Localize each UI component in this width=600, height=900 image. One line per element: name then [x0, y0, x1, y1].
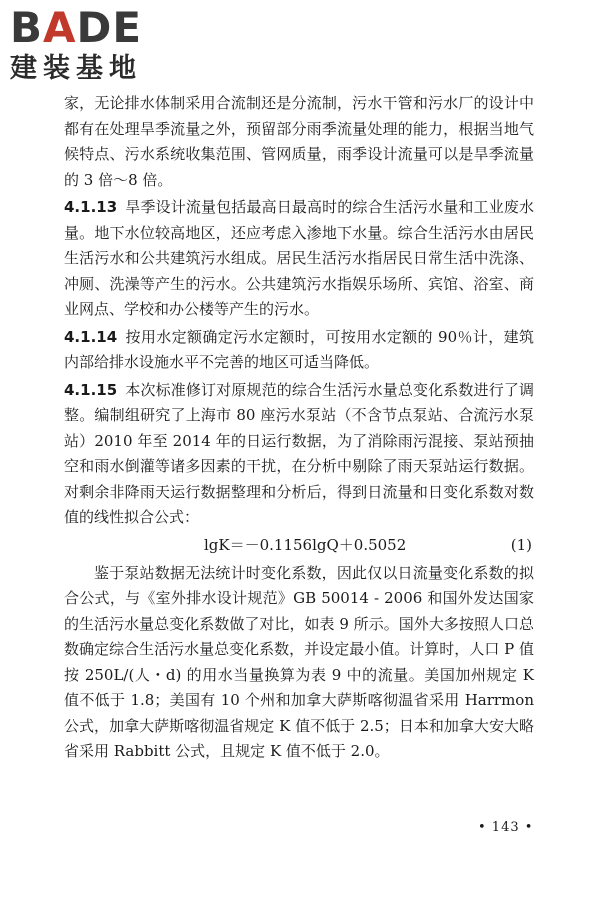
clause-number: 4.1.15 — [64, 380, 118, 399]
page-number: • 143 • — [478, 820, 534, 835]
logo-subtitle: 建装基地 — [10, 53, 142, 84]
clause-text: 按用水定额确定污水定额时，可按用水定额的 90％计，建筑内部给排水设施水平不完善的地区可适当降低。 — [64, 327, 534, 371]
formula-number: (1) — [510, 535, 532, 554]
paragraph-continued: 家，无论排水体制采用合流制还是分流制，污水干管和污水厂的设计中都有在处理旱季流量之外，预留部分雨季流量处理的能力，根据当地气候特点、污水系统收集范围、管网质量，雨季设计流量可以是旱季流量的 3 倍～8 倍。 — [64, 94, 534, 189]
clause-text: 本次标准修订对原规范的综合生活污水量总变化系数进行了调整。编制组研究了上海市 80 座污水泵站（不含节点泵站、合流污水泵站）2010 年至 2014 年的日运行数据，为了消除雨污混接、泵站预抽空和雨水倒灌等诸多因素的干扰，在分析中剔除了雨天泵站运行数据。对剩余非降雨天运行数据整理和分析后，得到日流量和日变化系数对数值的线性拟合公式： — [64, 380, 534, 526]
formula — [64, 533, 534, 559]
clause-4-1-15 — [64, 378, 534, 531]
clause-number: 4.1.13 — [64, 198, 118, 216]
bade-logo — [10, 3, 180, 84]
logo-wordmark: BADE — [10, 3, 143, 52]
clause-4-1-13 — [64, 195, 534, 323]
document-body — [64, 91, 534, 765]
clause-text: 旱季设计流量包括最高日最高时的综合生活污水量和工业废水量。地下水位较高地区，还应考虑入渗地下水量。综合生活污水由居民生活污水和公共建筑污水组成。居民生活污水指居民日常生活中洗涤、冲厕、洗澡等产生的污水。公共建筑污水指娱乐场所、宾馆、浴室、商业网点、学校和办公楼等产生的污水。 — [64, 198, 534, 318]
clause-4-1-14 — [64, 325, 534, 376]
paragraph-comparison: 鉴于泵站数据无法统计时变化系数，因此仅以日流量变化系数的拟合公式，与《室外排水设计规范》GB 50014 - 2006 和国外发达国家的生活污水量总变化系数做了对比，如表 9 所示。国外大多按照人口总数确定综合生活污水量总变化系数，并设定最小值。计算时，人口 P 值按 250L/(人・d) 的用水当量换算为表 9 中的流量。美国加州规定 K 值不低于 1.8；美国有 10 个州和加拿大萨斯喀彻温省采用 Harrmon 公式，加拿大萨斯喀彻温省规定 K 值不低于 2.5；日本和加拿大安大略省采用 Rabbitt 公式，且规定 K 值不低于 2.0。 — [64, 563, 534, 760]
formula-expression: lgK＝－0.1156lgQ＋0.5052 — [204, 535, 407, 554]
clause-number: 4.1.14 — [64, 327, 118, 346]
